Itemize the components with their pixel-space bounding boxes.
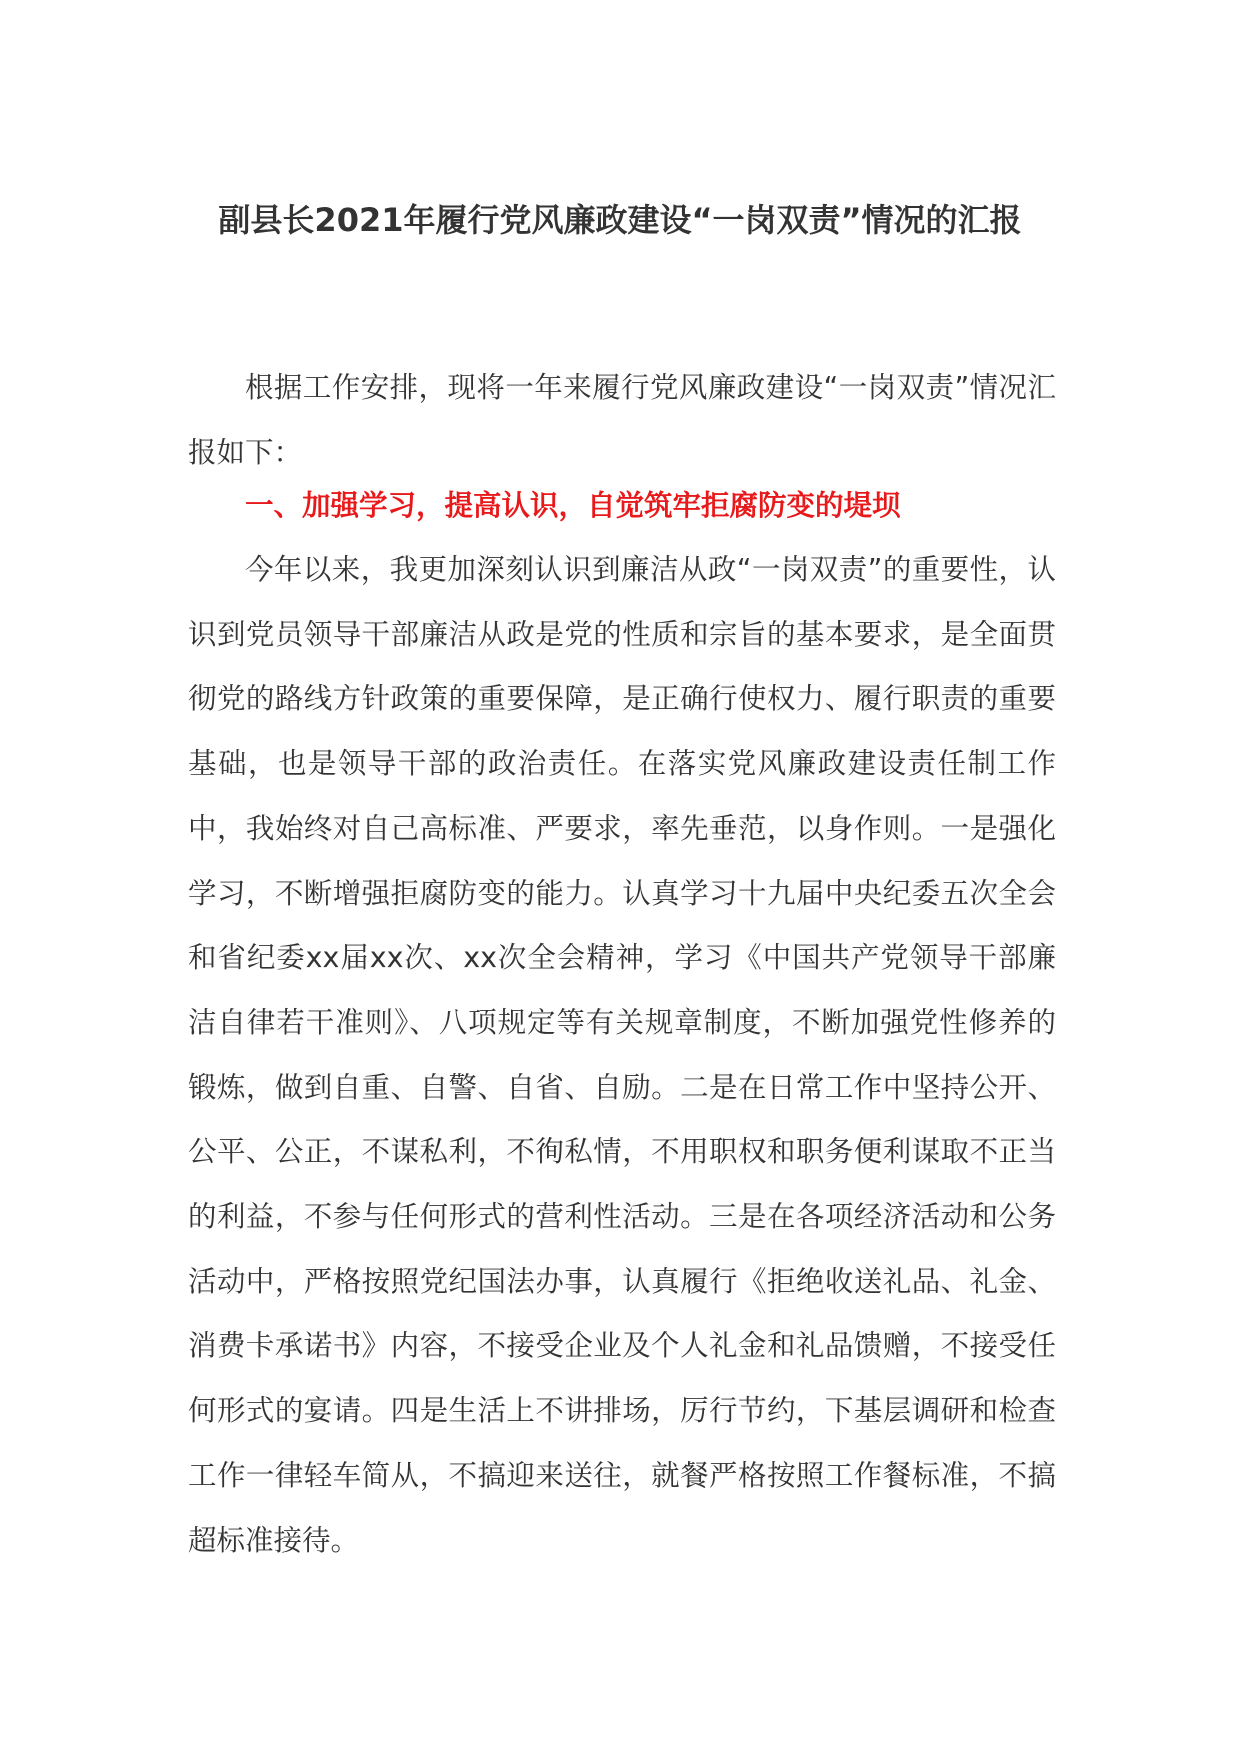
intro-paragraph: 根据工作安排，现将一年来履行党风廉政建设“一岗双责”情况汇报如下： (188, 371, 1056, 469)
section-heading-1: 一、加强学习，提高认识，自觉筑牢拒腐防变的堤坝 (245, 489, 901, 522)
section-paragraph-1: 今年以来，我更加深刻认识到廉洁从政“一岗双责”的重要性，认识到党员领导干部廉洁从政是党的性质和宗旨的基本要求，是全面贯彻党的路线方针政策的重要保障，是正确行使权力、履行职责的重要基础，也是领导干部的政治责任。在落实党风廉政建设责任制工作中，我始终对自己高标准、严要求，率先垂范，以身作则。一是强化学习，不断增强拒腐防变的能力。认真学习十九届中央纪委五次全会和省纪委xx届xx次、xx次全会精神，学习《中国共产党领导干部廉洁自律若干准则》、八项规定等有关规章制度，不断加强党性修养的锻炼，做到自重、自警、自省、自励。二是在日常工作中坚持公开、公平、公正，不谋私利，不徇私情，不用职权和职务便利谋取不正当的利益，不参与任何形式的营利性活动。三是在各项经济活动和公务活动中，严格按照党纪国法办事，认真履行《拒绝收送礼品、礼金、消费卡承诺书》内容，不接受企业及个人礼金和礼品馈赠，不接受任何形式的宴请。四是生活上不讲排场，厉行节约，下基层调研和检查工作一律轻车简从，不搞迎来送往，就餐严格按照工作餐标准，不搞超标准接待。 (188, 553, 1056, 1557)
document-title: 副县长2021年履行党风廉政建设“一岗双责”情况的汇报 (218, 201, 1022, 239)
